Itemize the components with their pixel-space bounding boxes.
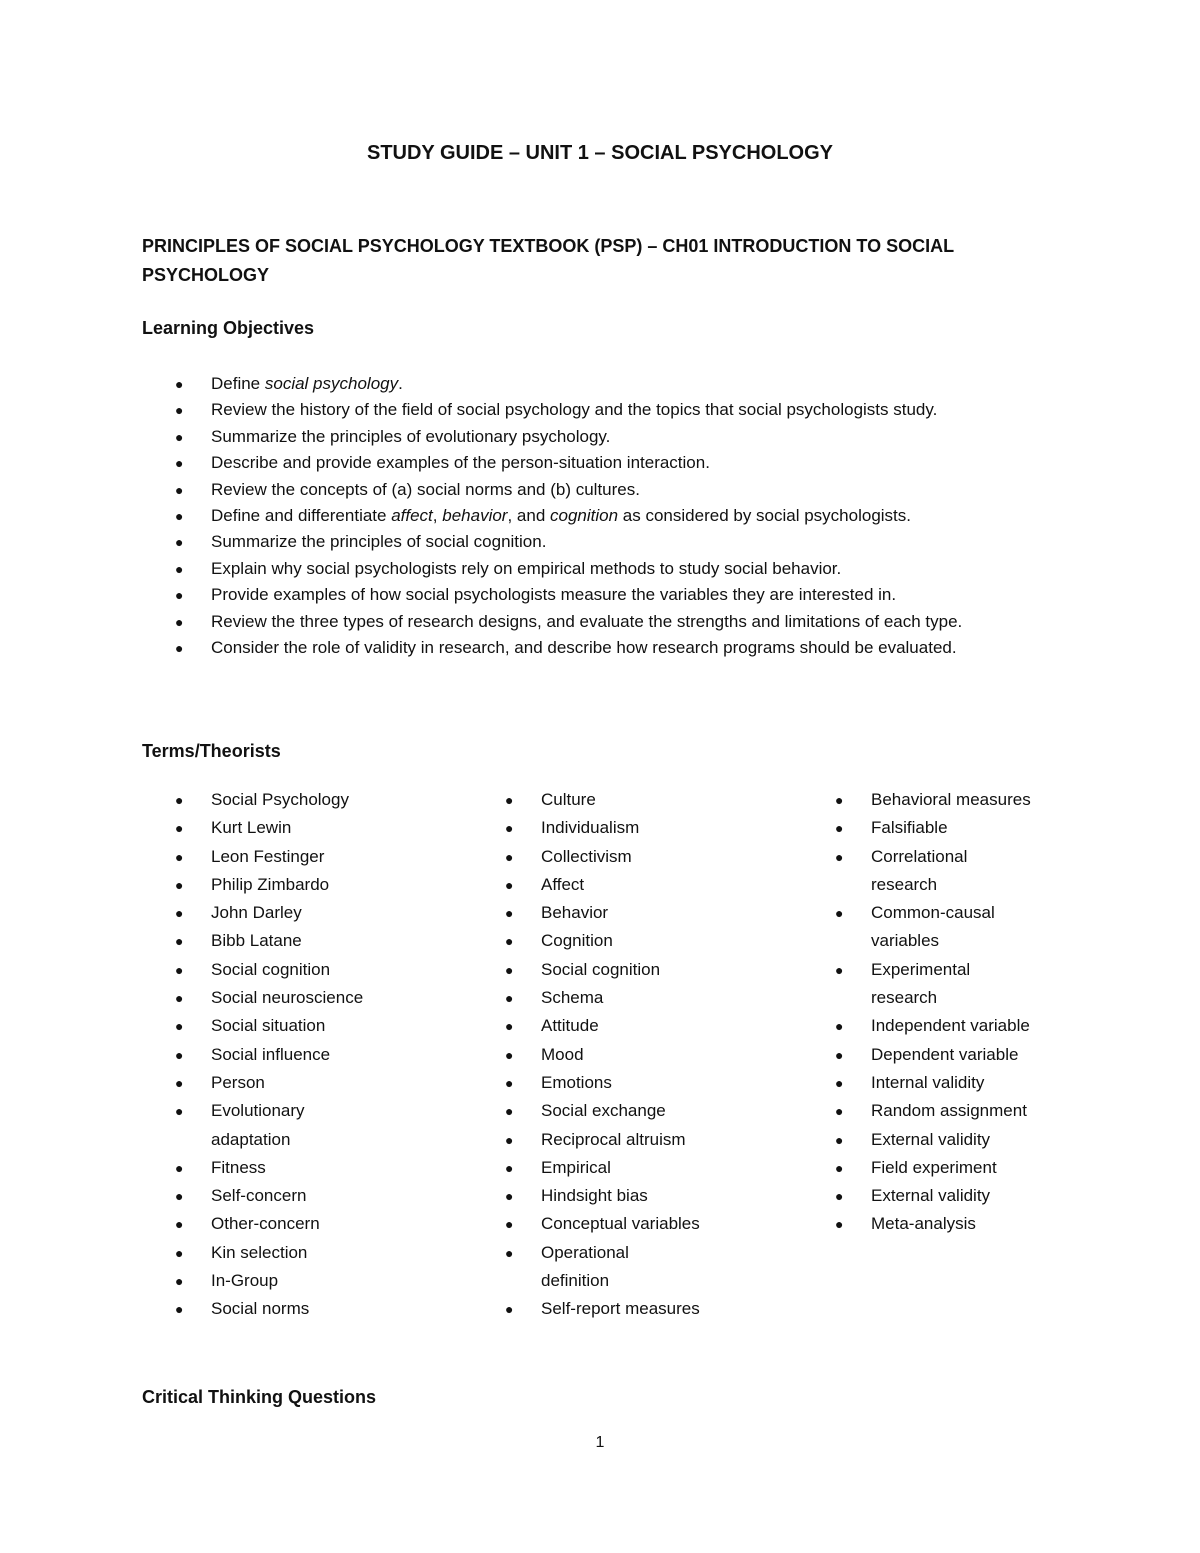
term-item: ● Empirical [505,1154,805,1182]
bullet-icon: ● [175,848,184,865]
bullet-icon: ● [505,1216,514,1233]
term-item: ● Social influence [175,1041,475,1069]
bullet-icon: ● [175,990,184,1007]
term-item: ● Culture [505,786,805,814]
bullet-icon: ● [175,481,184,498]
bullet-icon: ● [835,961,844,978]
bullet-icon: ● [835,1159,844,1176]
learning-objectives-heading: Learning Objectives [142,318,315,338]
bullet-icon: ● [175,820,184,837]
bullet-icon: ● [505,848,514,865]
term-item: ● Meta-analysis [835,1210,1165,1238]
term-item: ● Self-report measures [505,1295,805,1323]
term-item: ● Attitude [505,1012,805,1040]
bullet-icon: ● [175,1159,184,1176]
objective-item: ● Explain why social psychologists rely on empirical methods to study social behavior. [0,556,1200,582]
terms-column-3 [835,786,1165,1239]
term-item: ● Affect [505,871,805,899]
term-item: ● Social cognition [505,956,805,984]
bullet-icon: ● [835,820,844,837]
objective-item: ● Summarize the principles of evolutionary psychology. [0,424,1200,450]
term-item: ● Behavior [505,899,805,927]
bullet-icon: ● [175,1074,184,1091]
term-item: ● In-Group [175,1267,475,1295]
term-item: ● Falsifiable [835,814,1165,842]
bullet-icon: ● [505,792,514,808]
bullet-icon: ● [505,961,514,978]
bullet-icon: ● [175,613,184,630]
bullet-icon: ● [175,1244,184,1261]
term-item: ● External validity [835,1182,1165,1210]
bullet-icon: ● [505,876,514,893]
objective-item: ● Review the history of the field of social psychology and the topics that social psychologists study. [0,397,1200,423]
bullet-icon: ● [505,905,514,922]
bullet-icon: ● [505,990,514,1007]
term-item: ● Bibb Latane [175,927,475,955]
bullet-icon: ● [505,1018,514,1035]
bullet-icon: ● [505,1188,514,1205]
objective-item: ● Summarize the principles of social cognition. [0,529,1200,555]
bullet-icon: ● [175,560,184,577]
bullet-icon: ● [175,1046,184,1063]
term-item: ● Social situation [175,1012,475,1040]
term-item: ● External validity [835,1126,1165,1154]
bullet-icon: ● [175,905,184,922]
bullet-icon: ● [175,640,184,657]
bullet-icon: ● [175,1301,184,1318]
term-item: ● Schema [505,984,805,1012]
page-number: 1 [595,1434,605,1451]
bullet-icon: ● [835,1131,844,1148]
bullet-icon: ● [175,792,184,808]
term-item: ● Internal validity [835,1069,1165,1097]
terms-column-1 [175,786,475,1324]
term-item: ● Social cognition [175,956,475,984]
bullet-icon: ● [175,876,184,893]
term-item: ● Independent variable [835,1012,1165,1040]
term-item: ● Self-concern [175,1182,475,1210]
document-title: STUDY GUIDE – UNIT 1 – SOCIAL PSYCHOLOGY [366,142,833,164]
critical-thinking-heading: Critical Thinking Questions [142,1387,377,1407]
bullet-icon: ● [835,1046,844,1063]
bullet-icon: ● [505,820,514,837]
term-item: ● Social exchange [505,1097,805,1125]
term-item: ● Cognition [505,927,805,955]
term-item: ● Reciprocal altruism [505,1126,805,1154]
bullet-icon: ● [175,1103,184,1120]
bullet-icon: ● [175,933,184,950]
bullet-icon: ● [835,1074,844,1091]
term-item: ● Social norms [175,1295,475,1323]
term-item: ● Kin selection [175,1239,475,1267]
term-item: ● Philip Zimbardo [175,871,475,899]
term-item: ● Social Psychology [175,786,475,814]
objective-item: ● Describe and provide examples of the person-situation interaction. [0,450,1200,476]
bullet-icon: ● [175,587,184,604]
term-item: ● Other-concern [175,1210,475,1238]
term-item: ● Random assignment [835,1097,1165,1125]
objective-item: ● Consider the role of validity in research, and describe how research programs should be evaluated. [0,635,1200,661]
bullet-icon: ● [175,508,184,525]
objective-item: ● Review the three types of research designs, and evaluate the strengths and limitations of each type. [0,609,1200,635]
terms-theorists-heading: Terms/Theorists [142,741,281,761]
book-chapter-heading: PRINCIPLES OF SOCIAL PSYCHOLOGY TEXTBOOK (PSP) – CH01 INTRODUCTION TO SOCIAL PSYCHOLOGY [142,236,954,285]
term-item: ● Social neuroscience [175,984,475,1012]
bullet-icon: ● [175,1188,184,1205]
term-item: ● Conceptual variables [505,1210,805,1238]
term-item: ● Dependent variable [835,1041,1165,1069]
bullet-icon: ● [505,1046,514,1063]
bullet-icon: ● [505,1131,514,1148]
term-item: ● Correlational research [835,843,1165,900]
bullet-icon: ● [175,961,184,978]
term-item: ● Operational definition [505,1239,805,1296]
term-item: ● Individualism [505,814,805,842]
bullet-icon: ● [175,1216,184,1233]
term-item: ● Experimental research [835,956,1165,1013]
bullet-icon: ● [505,1301,514,1318]
term-item: ● Field experiment [835,1154,1165,1182]
bullet-icon: ● [175,376,184,392]
bullet-icon: ● [505,1244,514,1261]
bullet-icon: ● [835,792,844,808]
bullet-icon: ● [835,1018,844,1035]
bullet-icon: ● [175,455,184,472]
objective-item: ● Review the concepts of (a) social norms and (b) cultures. [0,477,1200,503]
bullet-icon: ● [175,1018,184,1035]
term-item: ● Fitness [175,1154,475,1182]
term-item: ● Evolutionary adaptation [175,1097,475,1154]
bullet-icon: ● [175,534,184,551]
term-item: ● Collectivism [505,843,805,871]
terms-column-2 [505,786,805,1324]
term-item: ● Leon Festinger [175,843,475,871]
term-item: ● Kurt Lewin [175,814,475,842]
bullet-icon: ● [835,905,844,922]
bullet-icon: ● [175,428,184,445]
term-item: ● John Darley [175,899,475,927]
term-item: ● Common-causal variables [835,899,1165,956]
term-item: ● Hindsight bias [505,1182,805,1210]
bullet-icon: ● [175,402,184,419]
bullet-icon: ● [175,1273,184,1290]
bullet-icon: ● [505,1103,514,1120]
objective-item: ● Define social psychology. [0,371,1200,397]
term-item: ● Emotions [505,1069,805,1097]
bullet-icon: ● [835,1216,844,1233]
term-item: ● Behavioral measures [835,786,1165,814]
objective-item: ● Define and differentiate affect, behavior, and cognition as considered by social psychologists. [0,503,1200,529]
learning-objectives-list [0,371,1200,661]
objective-item: ● Provide examples of how social psychologists measure the variables they are interested in. [0,582,1200,608]
term-item: ● Person [175,1069,475,1097]
bullet-icon: ● [835,1103,844,1120]
term-item: ● Mood [505,1041,805,1069]
bullet-icon: ● [505,1159,514,1176]
bullet-icon: ● [505,1074,514,1091]
bullet-icon: ● [835,1188,844,1205]
bullet-icon: ● [505,933,514,950]
bullet-icon: ● [835,848,844,865]
